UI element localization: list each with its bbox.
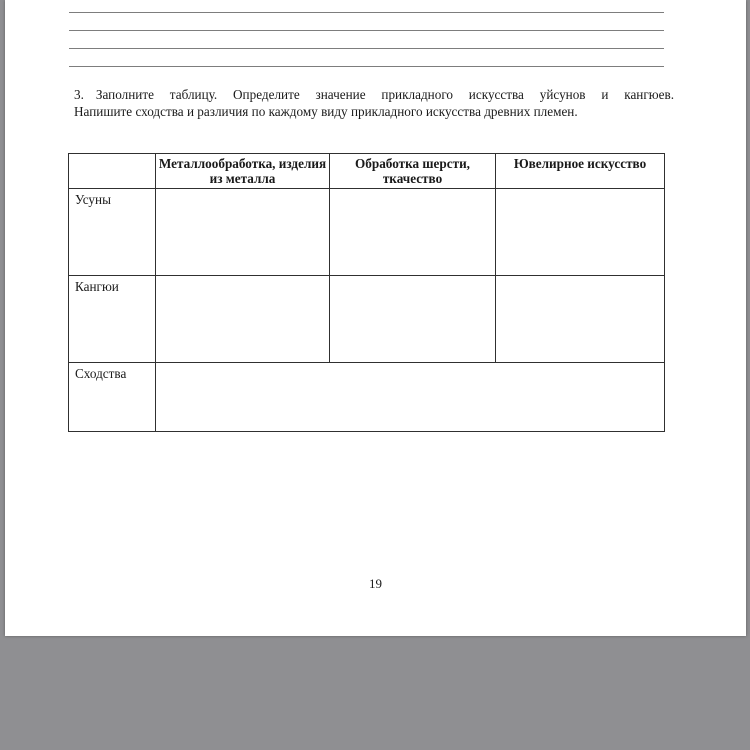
answer-cell[interactable] (330, 189, 496, 276)
header-empty (69, 154, 156, 189)
row-label-similarities: Сходства (69, 363, 156, 432)
header-metalworking: Металлообработка, изделия из металла (156, 154, 330, 189)
answer-cell-merged[interactable] (156, 363, 665, 432)
task-text (74, 86, 674, 120)
table-header-row (69, 154, 665, 189)
table-row-usuny (69, 189, 665, 276)
document-page (5, 0, 746, 636)
answer-line (69, 30, 664, 31)
table-row-kangyui (69, 276, 665, 363)
answer-cell[interactable] (156, 189, 330, 276)
answer-line (69, 66, 664, 67)
answer-line (69, 48, 664, 49)
answer-cell[interactable] (496, 276, 665, 363)
task-line-1-text: Заполните таблицу. Определите значение прикладного искусства уйсунов и кангюев. (95, 87, 674, 102)
answer-table (68, 153, 665, 432)
answer-cell[interactable] (156, 276, 330, 363)
answer-line (69, 12, 664, 13)
row-label-kangyui: Кангюи (69, 276, 156, 363)
row-label-usuny: Усуны (69, 189, 156, 276)
answer-cell[interactable] (496, 189, 665, 276)
page-number: 19 (369, 576, 382, 591)
table-row-similarities (69, 363, 665, 432)
answer-cell[interactable] (330, 276, 496, 363)
task-number: 3. (74, 87, 84, 102)
task-line-1 (74, 86, 674, 103)
task-line-2: Напишите сходства и различия по каждому виду прикладного искусства древних племен. (74, 104, 578, 119)
header-wool-weaving: Обработка шерсти, ткачество (330, 154, 496, 189)
header-jewelry: Ювелирное искусство (496, 154, 665, 189)
